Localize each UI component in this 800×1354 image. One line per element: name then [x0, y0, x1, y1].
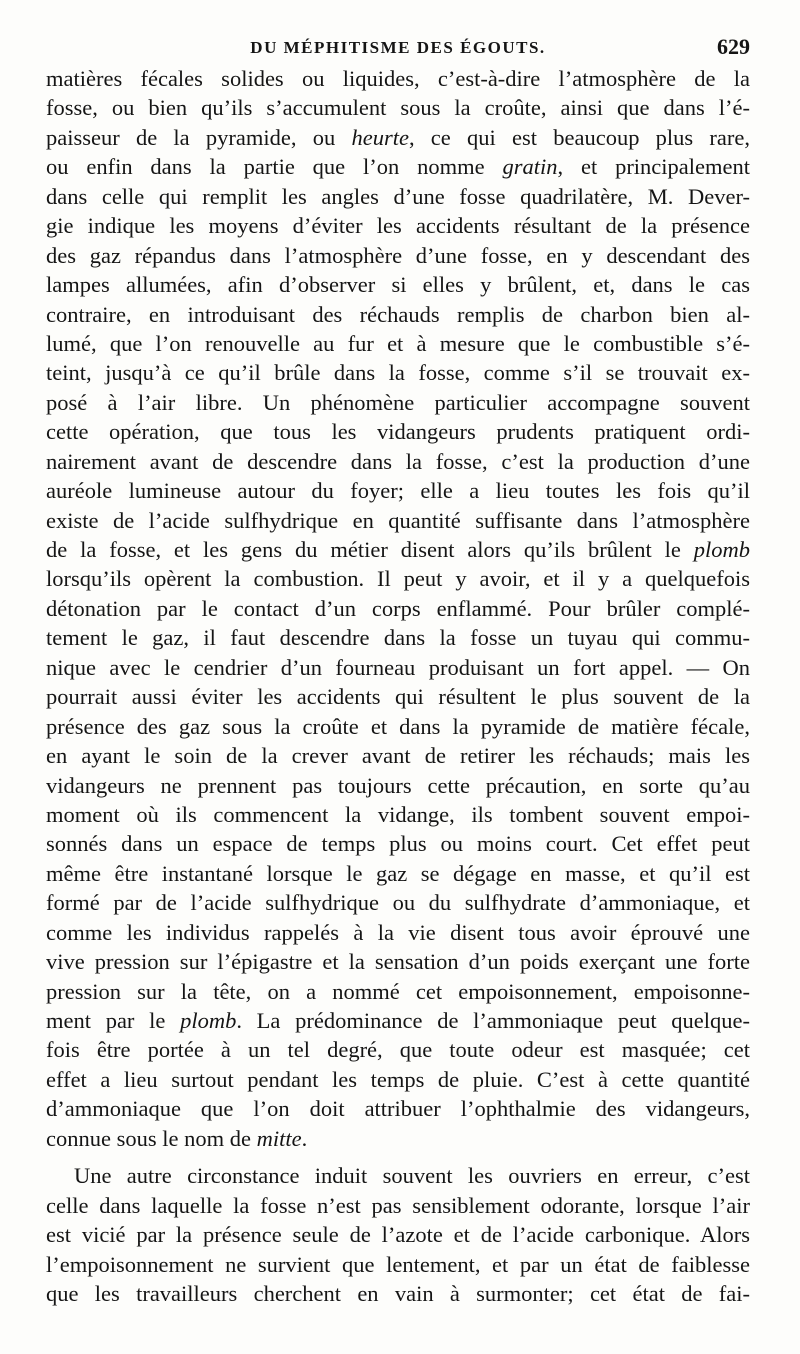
- text-line: formé par de l’acide sulfhydrique ou du sulfhydrate d’ammoniaque, et: [46, 890, 750, 916]
- text-line: d’ammoniaque que l’on doit attribuer l’ophthalmie des vidangeurs,: [46, 1096, 750, 1122]
- body-text: [46, 64, 750, 1308]
- text-line: des gaz répandus dans l’atmosphère d’une fosse, en y descendant des: [46, 242, 750, 268]
- italic-term: gratin: [502, 154, 558, 180]
- text-line: fosse, ou bien qu’ils s’accumulent sous la croûte, ainsi que dans l’é-: [46, 95, 750, 121]
- text-line: ment par le plomb. La prédominance de l’ammoniaque peut quelque-: [46, 1008, 750, 1033]
- text-line: en ayant le soin de la crever avant de retirer les réchauds; mais les: [46, 743, 750, 769]
- text-line: lampes allumées, afin d’observer si elles y brûlent, et, dans le cas: [46, 272, 750, 298]
- text-line: connue sous le nom de mitte.: [46, 1125, 308, 1151]
- text-line: celle dans laquelle la fosse n’est pas sensiblement odorante, lorsque l’air: [46, 1192, 750, 1218]
- text-line: effet a lieu surtout pendant les temps de pluie. C’est à cette quantité: [46, 1066, 750, 1092]
- text-line: sonnés dans un espace de temps plus ou moins court. Cet effet peut: [46, 831, 750, 857]
- page-number: 629: [717, 34, 750, 59]
- text-line: lorsqu’ils opèrent la combustion. Il peut y avoir, et il y a quelquefois: [46, 566, 750, 592]
- text-line: l’empoisonnement ne survient que lentement, et par un état de faiblesse: [46, 1251, 750, 1277]
- text-line: teint, jusqu’à ce qu’il brûle dans la fosse, comme s’il se trouvait ex-: [46, 360, 750, 386]
- text-line: que les travailleurs cherchent en vain à surmonter; cet état de fai-: [46, 1280, 750, 1306]
- text-line: est vicié par la présence seule de l’azote et de l’acide carbonique. Alors: [46, 1222, 750, 1248]
- text-line: de la fosse, et les gens du métier disent alors qu’ils brûlent le plomb: [46, 537, 750, 562]
- text-line: posé à l’air libre. Un phénomène particulier accompagne souvent: [46, 389, 750, 415]
- italic-term: plomb: [693, 537, 750, 562]
- text-line: pourrait aussi éviter les accidents qui résultent le plus souvent de la: [46, 684, 750, 710]
- text-line: cette opération, que tous les vidangeurs prudents pratiquent ordi-: [46, 419, 750, 445]
- text-line: nairement avant de descendre dans la fosse, c’est la production d’une: [46, 448, 750, 474]
- running-head: [46, 34, 750, 62]
- text-line: lumé, que l’on renouvelle au fur et à mesure que le combustible s’é-: [46, 330, 750, 356]
- text-line: ou enfin dans la partie que l’on nomme gratin, et principalement: [46, 154, 750, 180]
- text-line: présence des gaz sous la croûte et dans la pyramide de matière fécale,: [46, 713, 750, 739]
- text-line: nique avec le cendrier d’un fourneau produisant un fort appel. — On: [46, 654, 750, 680]
- text-line: gie indique les moyens d’éviter les accidents résultant de la présence: [46, 213, 750, 239]
- running-title: DU MÉPHITISME DES ÉGOUTS.: [250, 38, 546, 57]
- text-line: existe de l’acide sulfhydrique en quantité suffisante dans l’atmosphère: [46, 507, 750, 533]
- text-line: dans celle qui remplit les angles d’une fosse quadrilatère, M. Dever-: [46, 183, 750, 209]
- text-line: pression sur la tête, on a nommé cet empoisonnement, empoisonne-: [46, 978, 750, 1004]
- italic-term: plomb: [180, 1008, 237, 1033]
- text-line: Une autre circonstance induit souvent les ouvriers en erreur, c’est: [74, 1163, 750, 1189]
- text-line: vidangeurs ne prennent pas toujours cette précaution, en sorte qu’au: [46, 772, 750, 798]
- text-line: détonation par le contact d’un corps enflammé. Pour brûler complé-: [46, 595, 750, 621]
- italic-term: heurte: [351, 124, 409, 150]
- text-line: comme les individus rappelés à la vie disent tous avoir éprouvé une: [46, 919, 750, 945]
- text-line: fois être portée à un tel degré, que toute odeur est masquée; cet: [46, 1037, 750, 1063]
- text-line: paisseur de la pyramide, ou heurte, ce qui est beaucoup plus rare,: [46, 124, 750, 150]
- text-line: même être instantané lorsque le gaz se dégage en masse, et qu’il est: [46, 860, 750, 886]
- italic-term: mitte: [256, 1125, 302, 1151]
- text-line: vive pression sur l’épigastre et la sensation d’un poids exerçant une forte: [46, 949, 750, 975]
- text-line: contraire, en introduisant des réchauds remplis de charbon bien al-: [46, 301, 750, 327]
- text-line: tement le gaz, il faut descendre dans la fosse un tuyau qui commu-: [46, 625, 750, 651]
- text-line: matières fécales solides ou liquides, c’est-à-dire l’atmosphère de la: [46, 66, 750, 91]
- text-line: auréole lumineuse autour du foyer; elle a lieu toutes les fois qu’il: [46, 478, 750, 504]
- text-line: moment où ils commencent la vidange, ils tombent souvent empoi-: [46, 801, 750, 827]
